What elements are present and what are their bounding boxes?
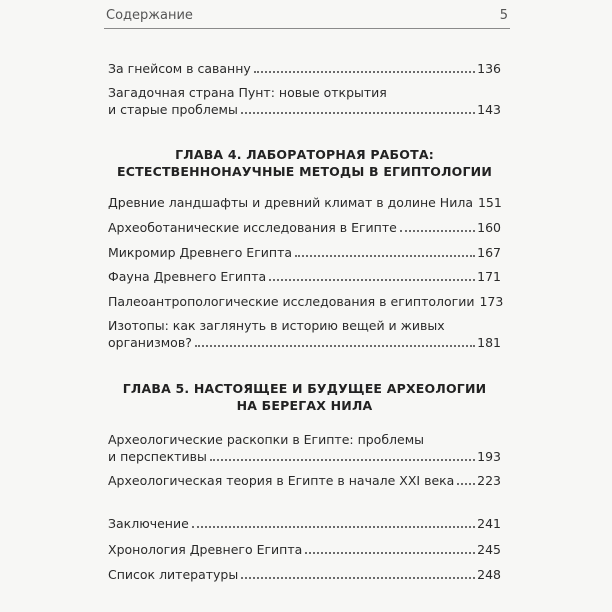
toc-entry[interactable] [108, 219, 501, 236]
chapter-heading [108, 146, 501, 180]
toc-entry[interactable] [108, 293, 504, 310]
toc-entry[interactable] [108, 244, 501, 261]
toc-entry-page: 248 [477, 567, 501, 582]
toc-entry-page: 136 [477, 61, 501, 76]
toc-entry[interactable] [108, 84, 501, 118]
dot-leader [195, 344, 475, 347]
toc-entry-title-cont: организмов? [108, 335, 192, 350]
dot-leader [400, 229, 475, 232]
toc-entry-title: Микромир Древнего Египта [108, 245, 293, 260]
page-number: 5 [499, 8, 508, 23]
toc-entry-title: Список литературы [108, 567, 239, 582]
dot-leader [269, 278, 475, 281]
chapter-heading-line: НА БЕРЕГАХ НИЛА [236, 398, 373, 413]
toc-entry-title: За гнейсом в саванну [108, 61, 251, 76]
dot-leader [241, 111, 475, 114]
toc-entry-page: 173 [479, 294, 504, 309]
toc-entry-page: 171 [477, 269, 501, 284]
toc-entry-page: 181 [477, 335, 501, 350]
toc-entry-title: Палеоантропологические исследования в египтологии [108, 294, 475, 309]
toc-entry-page: 143 [477, 102, 501, 117]
dot-leader [210, 458, 475, 461]
dot-leader [254, 70, 475, 73]
toc-entry-title: Археологические раскопки в Египте: проблемы [108, 432, 425, 447]
toc-entry-title: Археоботанические исследования в Египте [108, 220, 397, 235]
dot-leader [305, 551, 475, 554]
toc-entry-page: 241 [477, 516, 501, 531]
toc-entry-title: Изотопы: как заглянуть в историю вещей и живых [108, 318, 445, 333]
dot-leader [241, 576, 475, 579]
toc-entry-page: 245 [477, 542, 501, 557]
toc-entry[interactable] [108, 268, 501, 285]
toc-entry-title: Заключение [108, 516, 189, 531]
chapter-heading-line: ГЛАВА 4. ЛАБОРАТОРНАЯ РАБОТА: [175, 147, 434, 162]
running-head-title: Содержание [106, 8, 193, 23]
toc-entry-page: 160 [477, 220, 501, 235]
toc-entry[interactable] [108, 431, 501, 465]
toc-entry-title: Археологическая теория в Египте в начале XXI века [108, 473, 455, 488]
dot-leader [192, 525, 475, 528]
running-head [104, 4, 510, 29]
toc-entry-title: Загадочная страна Пунт: новые открытия [108, 85, 387, 100]
dot-leader [295, 254, 475, 257]
toc-entry[interactable] [108, 60, 501, 77]
toc-entry-page: 193 [477, 449, 501, 464]
toc-entry-title: Хронология Древнего Египта [108, 542, 303, 557]
chapter-heading [108, 380, 501, 414]
toc-entry[interactable] [108, 541, 501, 558]
toc-entry[interactable] [108, 566, 501, 583]
toc-entry[interactable] [108, 194, 501, 211]
toc-entry-page: 167 [477, 245, 501, 260]
dot-leader [457, 482, 475, 485]
toc-entry[interactable] [108, 472, 501, 489]
chapter-heading-line: ЕСТЕСТВЕННОНАУЧНЫЕ МЕТОДЫ В ЕГИПТОЛОГИИ [117, 164, 492, 179]
chapter-heading-line: ГЛАВА 5. НАСТОЯЩЕЕ И БУДУЩЕЕ АРХЕОЛОГИИ [122, 381, 487, 396]
toc-entry-title: Древние ландшафты и древний климат в долине Нила [108, 195, 473, 210]
toc-entry[interactable] [108, 317, 501, 351]
toc-entry-title: Фауна Древнего Египта [108, 269, 267, 284]
toc-entry[interactable] [108, 515, 501, 532]
toc-entry-page: 151 [477, 195, 502, 210]
toc-entry-title-cont: и перспективы [108, 449, 207, 464]
toc-entry-page: 223 [477, 473, 501, 488]
toc-entry-title-cont: и старые проблемы [108, 102, 238, 117]
